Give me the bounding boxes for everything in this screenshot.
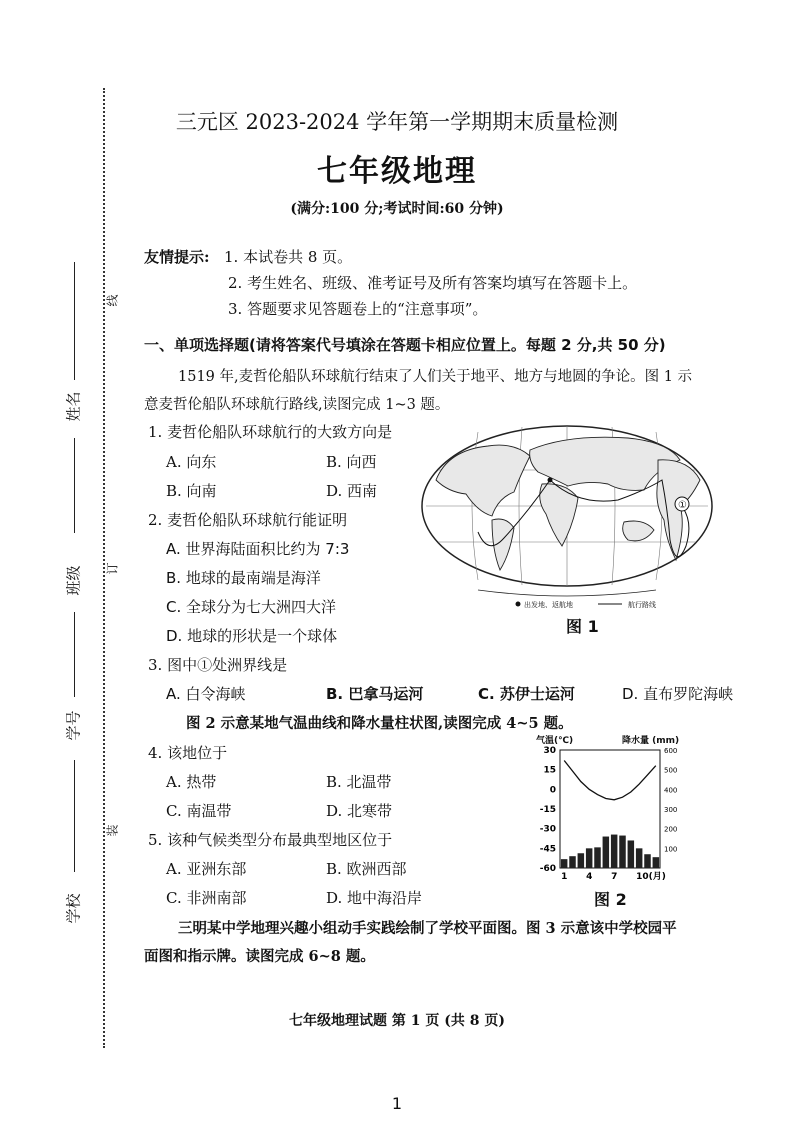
chart-x-tick-label: 1 (561, 872, 568, 882)
section-2-text: 三明某中学地理兴趣小组动手实践绘制了学校平面图。图 3 示意该中学校园平 (178, 920, 677, 937)
section-heading: 一、单项选择题(请将答案代号填涂在答题卡相应位置上。每题 2 分,共 50 分) (144, 336, 666, 354)
chart-left-tick-label: -45 (539, 844, 556, 855)
chart-x-tick-label: 4 (586, 872, 593, 882)
tip-item: 2. 考生姓名、班级、准考证号及所有答案均填写在答题卡上。 (228, 274, 638, 292)
figure-2-intro: 图 2 示意某地气温曲线和降水量柱状图,读图完成 4~5 题。 (186, 715, 573, 732)
page-number: 1 (391, 1094, 403, 1113)
tip-item: 3. 答题要求见答题卷上的“注意事项”。 (228, 300, 488, 318)
question-5-option-d: D. 地中海沿岸 (326, 889, 423, 907)
subject-title: 七年级地理 (317, 154, 477, 189)
figure-1-legend-route: 航行路线 (628, 601, 656, 609)
precipitation-bar (636, 848, 643, 868)
section-2-text: 面图和指示牌。读图完成 6~8 题。 (144, 948, 375, 965)
binding-mark-staple: 订 (105, 562, 120, 575)
question-1-option-b: B. 向西 (326, 453, 377, 471)
figure-1-marker: ① (678, 500, 687, 511)
chart-x-tick-label: 7 (611, 872, 618, 882)
question-4-stem: 4. 该地位于 (148, 744, 228, 762)
question-2-option-a: A. 世界海陆面积比约为 7:3 (166, 540, 350, 558)
chart-left-tick-label: 30 (543, 746, 556, 756)
question-1-stem: 1. 麦哲伦船队环球航行的大致方向是 (148, 423, 393, 441)
question-3-option-c: C. 苏伊士运河 (478, 685, 575, 703)
school-field-label: 学校 (64, 893, 83, 924)
chart-right-axis-label: 降水量 (mm) (622, 736, 680, 746)
question-3-option-d: D. 直布罗陀海峡 (622, 685, 734, 703)
figure-2-caption: 图 2 (594, 890, 627, 909)
question-5-option-b: B. 欧洲西部 (326, 860, 407, 878)
chart-left-axis-label: 气温(℃) (536, 736, 574, 746)
figure-1-legend-start: 出发地、返航地 (524, 601, 573, 609)
binding-mark-line: 线 (105, 294, 120, 307)
binding-mark-bind: 装 (105, 824, 120, 837)
question-4-option-b: B. 北温带 (326, 773, 392, 791)
question-5-option-a: A. 亚洲东部 (166, 860, 247, 878)
figure-1-caption: 图 1 (566, 617, 599, 636)
intro-text: 意麦哲伦船队环球航行路线,读图完成 1~3 题。 (144, 397, 450, 413)
question-1-option-d: D. 西南 (326, 482, 378, 500)
name-field-label: 姓名 (64, 391, 83, 422)
question-3-option-a: A. 白令海峡 (166, 685, 246, 703)
figure-1-world-map (418, 420, 716, 610)
chart-right-tick-label: 100 (664, 845, 678, 854)
chart-right-tick-label: 600 (664, 747, 678, 755)
school-underline (74, 760, 75, 872)
exam-title: 三元区 2023-2024 学年第一学期期末质量检测 (175, 110, 619, 134)
page-footer-label: 七年级地理试题 第 1 页 (共 8 页) (289, 1013, 505, 1029)
precipitation-bar (603, 837, 610, 868)
intro-text: 1519 年,麦哲伦船队环球航行结束了人们关于地平、地方与地圆的争论。图 1 示 (178, 369, 693, 385)
tip-item: 1. 本试卷共 8 页。 (224, 248, 353, 266)
precipitation-bar (586, 848, 593, 868)
chart-left-tick-label: -60 (539, 864, 556, 874)
question-3-option-b: B. 巴拿马运河 (326, 685, 424, 703)
chart-left-tick-label: -30 (539, 824, 556, 835)
chart-left-tick-label: 0 (549, 785, 556, 796)
precipitation-bar (594, 847, 601, 868)
precipitation-bar (653, 857, 660, 868)
chart-right-tick-label: 300 (664, 806, 678, 814)
question-5-option-c: C. 非洲南部 (166, 889, 247, 907)
question-3-stem: 3. 图中①处洲界线是 (148, 656, 288, 674)
question-1-option-a: A. 向东 (166, 453, 217, 471)
question-5-stem: 5. 该种气候类型分布最典型地区位于 (148, 831, 393, 849)
chart-right-tick-label: 500 (664, 766, 678, 775)
precipitation-bar (578, 853, 585, 868)
precipitation-bar (611, 835, 618, 868)
question-4-option-a: A. 热带 (166, 773, 217, 791)
temperature-curve (564, 761, 656, 800)
student-id-underline (74, 612, 75, 697)
precipitation-bar (628, 840, 635, 868)
precipitation-bar (561, 859, 568, 868)
tips-label: 友情提示: (144, 248, 210, 266)
chart-plot-frame (560, 750, 660, 868)
exam-info: (满分:100 分;考试时间:60 分钟) (290, 201, 504, 217)
question-1-option-c: B. 向南 (166, 482, 217, 500)
chart-x-tick-label: 10(月) (636, 872, 666, 882)
figure-2-climate-chart (528, 732, 698, 882)
question-2-option-b: B. 地球的最南端是海洋 (166, 569, 321, 587)
chart-right-tick-label: 400 (664, 786, 678, 795)
precipitation-bar (619, 836, 626, 868)
student-id-field-label: 学号 (64, 710, 83, 741)
precipitation-bar (644, 854, 651, 868)
question-2-option-c: C. 全球分为七大洲四大洋 (166, 598, 337, 616)
name-underline (74, 262, 75, 380)
chart-left-tick-label: 15 (543, 765, 556, 776)
question-2-stem: 2. 麦哲伦船队环球航行能证明 (148, 511, 348, 529)
class-field-label: 班级 (64, 565, 83, 596)
question-2-option-d: D. 地球的形状是一个球体 (166, 627, 338, 645)
chart-right-tick-label: 200 (664, 825, 678, 834)
question-4-option-d: D. 北寒带 (326, 802, 393, 820)
chart-left-tick-label: -15 (539, 805, 556, 815)
class-underline (74, 438, 75, 533)
precipitation-bar (569, 856, 576, 868)
question-4-option-c: C. 南温带 (166, 802, 232, 820)
